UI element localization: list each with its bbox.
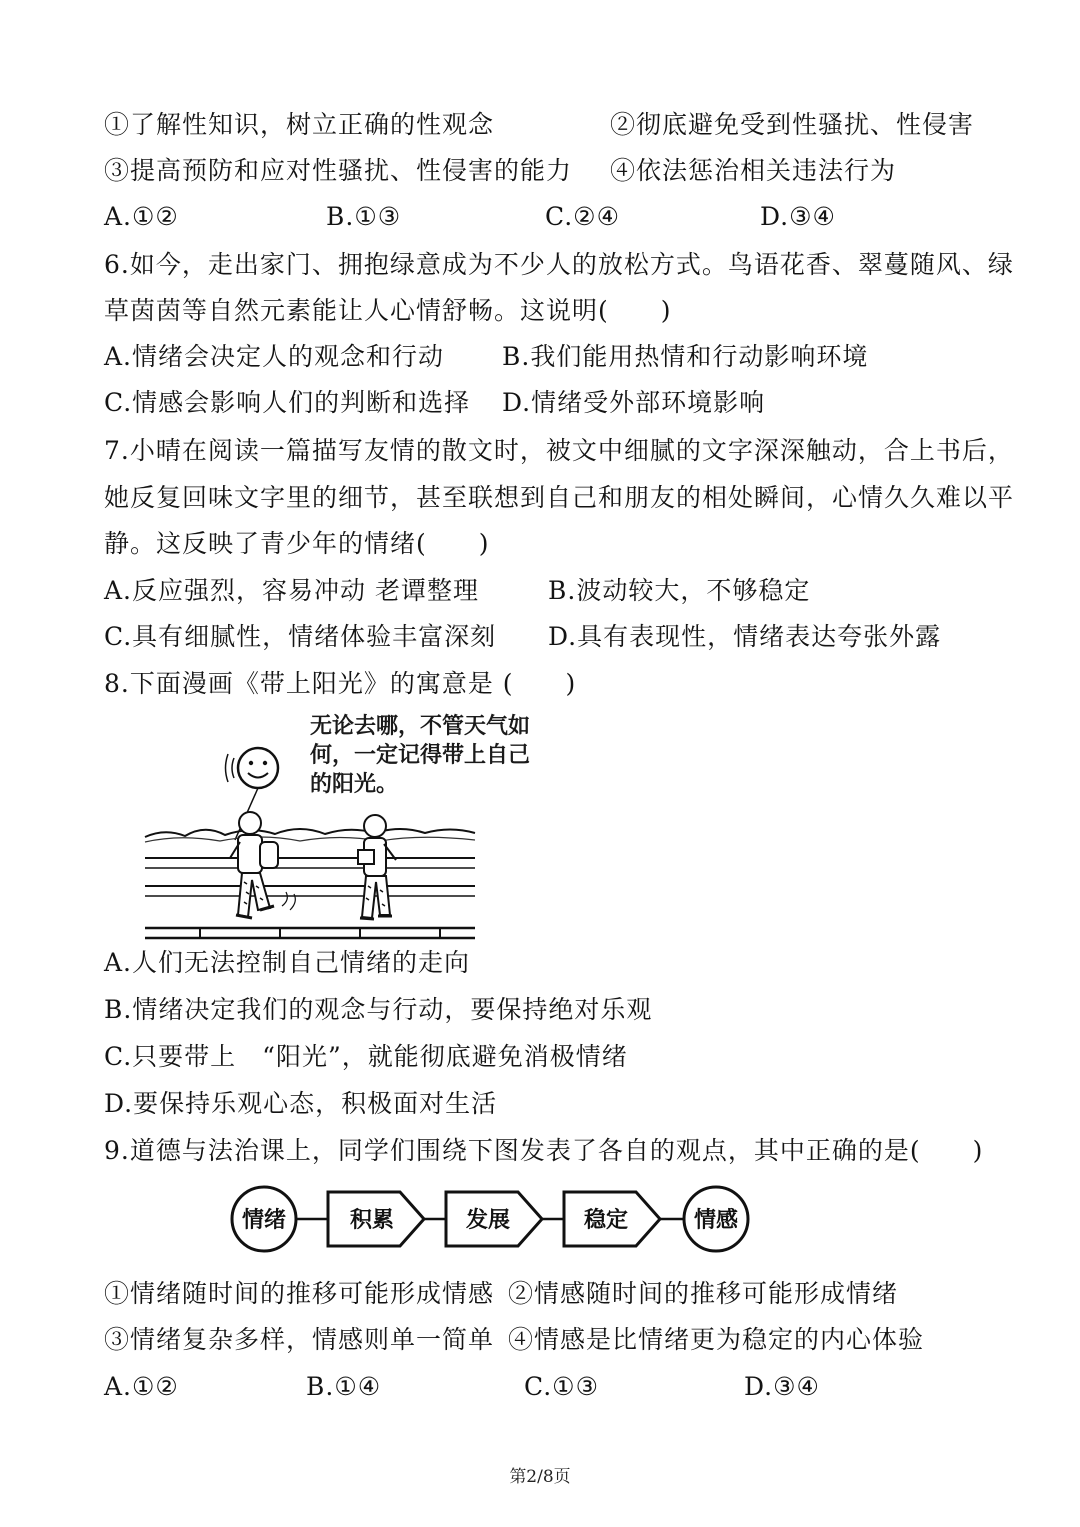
q8-option-b[interactable]: B.情绪决定我们的观念与行动，要保持绝对乐观 <box>104 995 653 1024</box>
person-with-balloon-icon <box>230 812 295 918</box>
q5-statement-1: ①了解性知识，树立正确的性观念 <box>104 110 495 139</box>
q6-stem-line-2: 草茵茵等自然元素能让人心情舒畅。这说明( ) <box>104 296 672 325</box>
caption-line-2: 何，一定记得带上自己 <box>310 743 531 768</box>
q7-option-c[interactable]: C.具有细腻性，情绪体验丰富深刻 <box>104 622 497 651</box>
q6-option-b[interactable]: B.我们能用热情和行动影响环境 <box>502 342 869 371</box>
q5-statement-2: ②彻底避免受到性骚扰、性侵害 <box>610 110 975 139</box>
q9-option-c[interactable]: C.①③ <box>524 1372 600 1401</box>
q5-option-b[interactable]: B.①③ <box>326 202 402 231</box>
q7-stem-line-3: 静。这反映了青少年的情绪( ) <box>104 529 490 558</box>
diagram-label-wending: 稳定 <box>583 1208 629 1233</box>
q5-option-a[interactable]: A.①② <box>104 202 179 231</box>
q5-option-c[interactable]: C.②④ <box>545 202 621 231</box>
caption-line-3: 的阳光。 <box>310 772 399 797</box>
diagram-label-qingxu: 情绪 <box>241 1208 287 1233</box>
q5-option-d[interactable]: D.③④ <box>760 202 836 231</box>
diagram-label-qinggan: 情感 <box>693 1208 739 1233</box>
diagram-label-fazhan: 发展 <box>465 1208 511 1233</box>
q9-statement-1: ①情绪随时间的推移可能形成情感 <box>104 1279 495 1308</box>
q8-option-c[interactable]: C.只要带上 “阳光”，就能彻底避免消极情绪 <box>104 1042 628 1071</box>
q8-option-a[interactable]: A.人们无法控制自己情绪的走向 <box>104 948 471 977</box>
page-number: 第2/8页 <box>509 1467 571 1487</box>
q9-statement-3: ③情绪复杂多样，情感则单一简单 <box>104 1325 495 1354</box>
q6-option-a[interactable]: A.情绪会决定人的观念和行动 <box>104 342 445 371</box>
emotion-flow-diagram <box>228 1184 768 1254</box>
caption-line-1: 无论去哪，不管天气如 <box>310 714 531 739</box>
q8-option-d[interactable]: D.要保持乐观心态，积极面对生活 <box>104 1089 498 1118</box>
q9-option-b[interactable]: B.①④ <box>306 1372 382 1401</box>
q5-statement-3: ③提高预防和应对性骚扰、性侵害的能力 <box>104 156 573 185</box>
q6-option-d[interactable]: D.情绪受外部环境影响 <box>502 388 766 417</box>
q9-option-d[interactable]: D.③④ <box>744 1372 820 1401</box>
q9-stem: 9.道德与法治课上，同学们围绕下图发表了各自的观点，其中正确的是( ) <box>104 1136 984 1165</box>
q9-statement-2: ②情感随时间的推移可能形成情绪 <box>508 1279 899 1308</box>
q9-option-a[interactable]: A.①② <box>104 1372 179 1401</box>
q6-option-c[interactable]: C.情感会影响人们的判断和选择 <box>104 388 471 417</box>
q7-stem-line-2: 她反复回味文字里的细节，甚至联想到自己和朋友的相处瞬间，心情久久难以平 <box>104 483 1015 512</box>
q7-option-b[interactable]: B.波动较大，不够稳定 <box>548 576 811 605</box>
comic-caption <box>310 712 530 799</box>
q8-stem: 8.下面漫画《带上阳光》的寓意是 ( ) <box>104 669 577 698</box>
q6-stem-line-1: 6.如今，走出家门、拥抱绿意成为不少人的放松方式。鸟语花香、翠蔓随风、绿 <box>104 250 1014 279</box>
q7-option-d[interactable]: D.具有表现性，情绪表达夸张外露 <box>548 622 942 651</box>
q5-statement-4: ④依法惩治相关违法行为 <box>610 156 897 185</box>
q7-option-a[interactable]: A.反应强烈，容易冲动 老谭整理 <box>104 576 479 605</box>
q9-statement-4: ④情感是比情绪更为稳定的内心体验 <box>508 1325 925 1354</box>
q7-stem-line-1: 7.小晴在阅读一篇描写友情的散文时，被文中细腻的文字深深触动，合上书后， <box>104 436 1014 465</box>
diagram-label-jilei: 积累 <box>349 1208 395 1233</box>
